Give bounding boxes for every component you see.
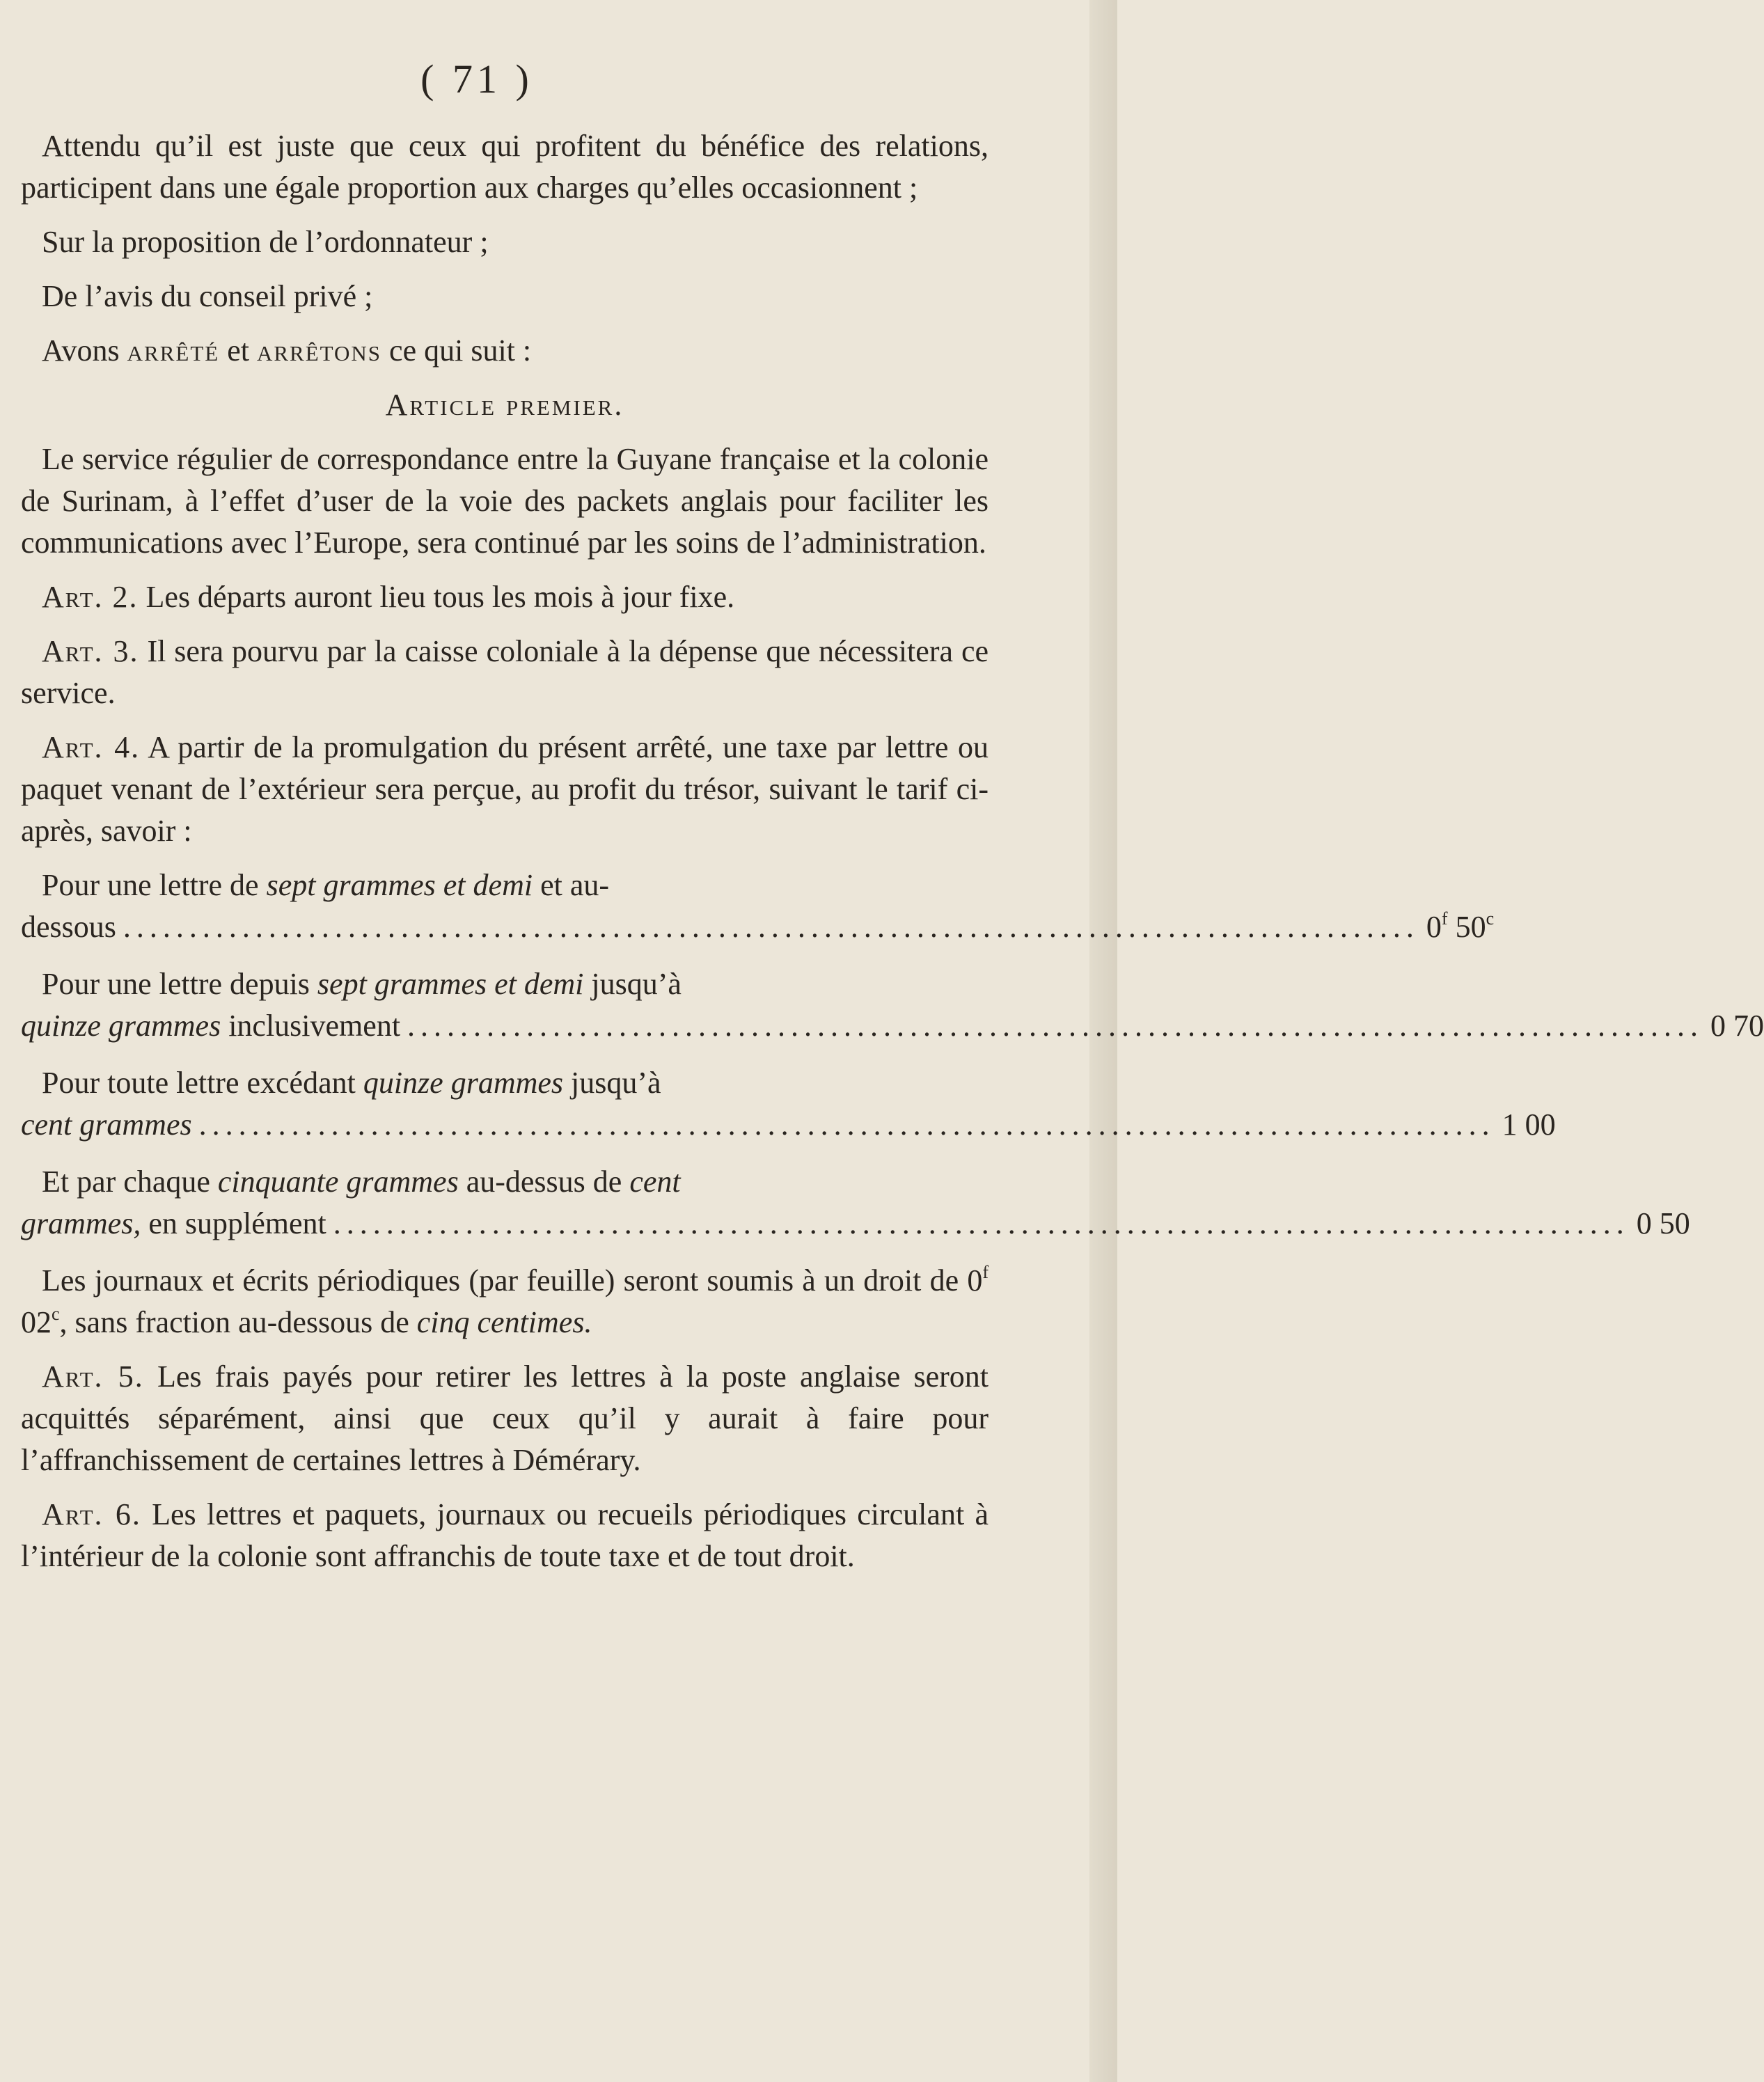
tariff-text: au-dessus de bbox=[458, 1165, 630, 1199]
tariff-amount: 1 00 bbox=[1502, 1107, 1556, 1142]
article-3 bbox=[21, 631, 989, 714]
leader-dots: .................................................................................................. bbox=[198, 1107, 1495, 1142]
tariff-italic: cinquante grammes bbox=[217, 1165, 459, 1199]
tariff-italic: cent grammes bbox=[21, 1107, 192, 1142]
tariff-italic: quinze grammes bbox=[363, 1066, 564, 1100]
leader-dots: .................................................................................................. bbox=[333, 1206, 1630, 1240]
article-premier-heading: Article premier. bbox=[385, 388, 624, 422]
tariff-line2 bbox=[21, 906, 1495, 948]
amount-sup-f: f bbox=[1441, 908, 1448, 929]
journaux-text: Les journaux et écrits périodiques (par feuille) seront soumis à un droit de 0 bbox=[42, 1263, 983, 1298]
article-4 bbox=[21, 727, 989, 852]
paragraph-proposition: Sur la proposition de l’ordonnateur ; bbox=[42, 225, 489, 259]
article-5 bbox=[21, 1356, 989, 1481]
tariff-entry bbox=[21, 1161, 1690, 1245]
article-6-text: Les lettres et paquets, journaux ou recueils périodiques circulant à l’intérieur de la colonie sont affranchis de toute taxe et de tout droit. bbox=[21, 1497, 989, 1573]
tariff-label bbox=[21, 1005, 400, 1047]
tariff-italic: sept grammes et demi bbox=[317, 967, 584, 1001]
avons-suffix: ce qui suit : bbox=[389, 333, 532, 368]
tariff-italic: grammes, bbox=[21, 1206, 141, 1240]
tariff-text: jusqu’à bbox=[563, 1066, 661, 1100]
tariff-text: et au- bbox=[533, 868, 610, 902]
tariff-label bbox=[21, 906, 116, 948]
article-4-label: Art. 4. bbox=[42, 730, 141, 764]
journaux-text: 02 bbox=[21, 1305, 52, 1339]
tariff-text: jusqu’à bbox=[583, 967, 682, 1001]
paragraph-journaux bbox=[21, 1260, 989, 1343]
page-number: ( 71 ) bbox=[420, 56, 533, 102]
paragraph-avons bbox=[21, 330, 989, 372]
tariff-line2 bbox=[21, 1005, 1764, 1047]
paragraph-avis: De l’avis du conseil privé ; bbox=[42, 279, 373, 313]
avons-arretons: arrêtons bbox=[256, 333, 382, 368]
tariff-text: Pour une lettre depuis bbox=[42, 967, 317, 1001]
tariff-text: en supplément bbox=[141, 1206, 326, 1240]
article-5-label: Art. 5. bbox=[42, 1359, 144, 1394]
amount-sup-c: c bbox=[1486, 908, 1495, 929]
journaux-text: , sans fraction au-dessous de bbox=[59, 1305, 417, 1339]
article-premier-text: Le service régulier de correspondance entre la Guyane française et la colonie de Surinam, à l’effet d’user de la voie des packets anglais pour faciliter les communications avec l’Europe, sera continué par les soins de l’administration. bbox=[21, 442, 989, 560]
article-2-text: Les départs auront lieu tous les mois à jour fixe. bbox=[145, 580, 735, 614]
tariff-line1 bbox=[21, 963, 989, 1005]
journaux-italic: cinq centimes. bbox=[416, 1305, 592, 1339]
avons-et: et bbox=[227, 333, 249, 368]
tariff-line2 bbox=[21, 1104, 1556, 1146]
amount-cents: 50 bbox=[1447, 910, 1486, 944]
leader-dots: .................................................................................................. bbox=[123, 910, 1419, 944]
journaux-sup-c: c bbox=[52, 1304, 60, 1324]
tariff-text: Et par chaque bbox=[42, 1165, 218, 1199]
tariff-text: dessous bbox=[21, 910, 116, 944]
article-2 bbox=[21, 576, 989, 618]
document-body bbox=[21, 125, 1764, 1590]
tariff-text: Pour toute lettre excédant bbox=[42, 1066, 363, 1100]
paragraph-attendu: Attendu qu’il est juste que ceux qui profitent du bénéfice des relations, participent dans une égale proportion aux charges qu’elles occasionnent ; bbox=[21, 129, 989, 205]
tariff-entry bbox=[21, 865, 1495, 948]
article-6 bbox=[21, 1494, 989, 1577]
avons-arrete: arrêté bbox=[127, 333, 220, 368]
tariff-label bbox=[21, 1203, 326, 1245]
avons-prefix: Avons bbox=[42, 333, 120, 368]
tariff-amount bbox=[1426, 906, 1494, 948]
tariff-line1 bbox=[21, 1062, 989, 1104]
tariff-entry bbox=[21, 1062, 1556, 1146]
tariff-italic: cent bbox=[629, 1165, 681, 1199]
article-2-label: Art. 2. bbox=[42, 580, 139, 614]
tariff-text: Pour une lettre de bbox=[42, 868, 267, 902]
article-4-text: A partir de la promulgation du présent arrêté, une taxe par lettre ou paquet venant de l’extérieur sera perçue, au profit du trésor, suivant le tarif ci-après, savoir : bbox=[21, 730, 989, 848]
article-3-text: Il sera pourvu par la caisse coloniale à la dépense que nécessitera ce service. bbox=[21, 634, 989, 710]
tariff-italic: quinze grammes bbox=[21, 1009, 221, 1043]
article-5-text: Les frais payés pour retirer les lettres à la poste anglaise seront acquittés séparément, ainsi que ceux qu’il y aurait à faire pour l’affranchissement de certaines lettres à Démérary. bbox=[21, 1359, 989, 1477]
leader-dots: .................................................................................................. bbox=[407, 1009, 1704, 1043]
amount-francs: 0 bbox=[1426, 910, 1442, 944]
tariff-amount: 0 70 bbox=[1710, 1009, 1764, 1043]
tariff-entry bbox=[21, 963, 1764, 1047]
tariff-amount: 0 50 bbox=[1636, 1206, 1690, 1240]
article-6-label: Art. 6. bbox=[42, 1497, 141, 1531]
article-3-label: Art. 3. bbox=[42, 634, 139, 668]
tariff-line1 bbox=[21, 1161, 989, 1203]
tariff-line2 bbox=[21, 1203, 1690, 1245]
tariff-label bbox=[21, 1104, 192, 1146]
journaux-sup-f: f bbox=[982, 1262, 989, 1282]
tariff-italic: sept grammes et demi bbox=[266, 868, 533, 902]
tariff-line1 bbox=[21, 865, 989, 906]
tariff-text: inclusivement bbox=[221, 1009, 401, 1043]
